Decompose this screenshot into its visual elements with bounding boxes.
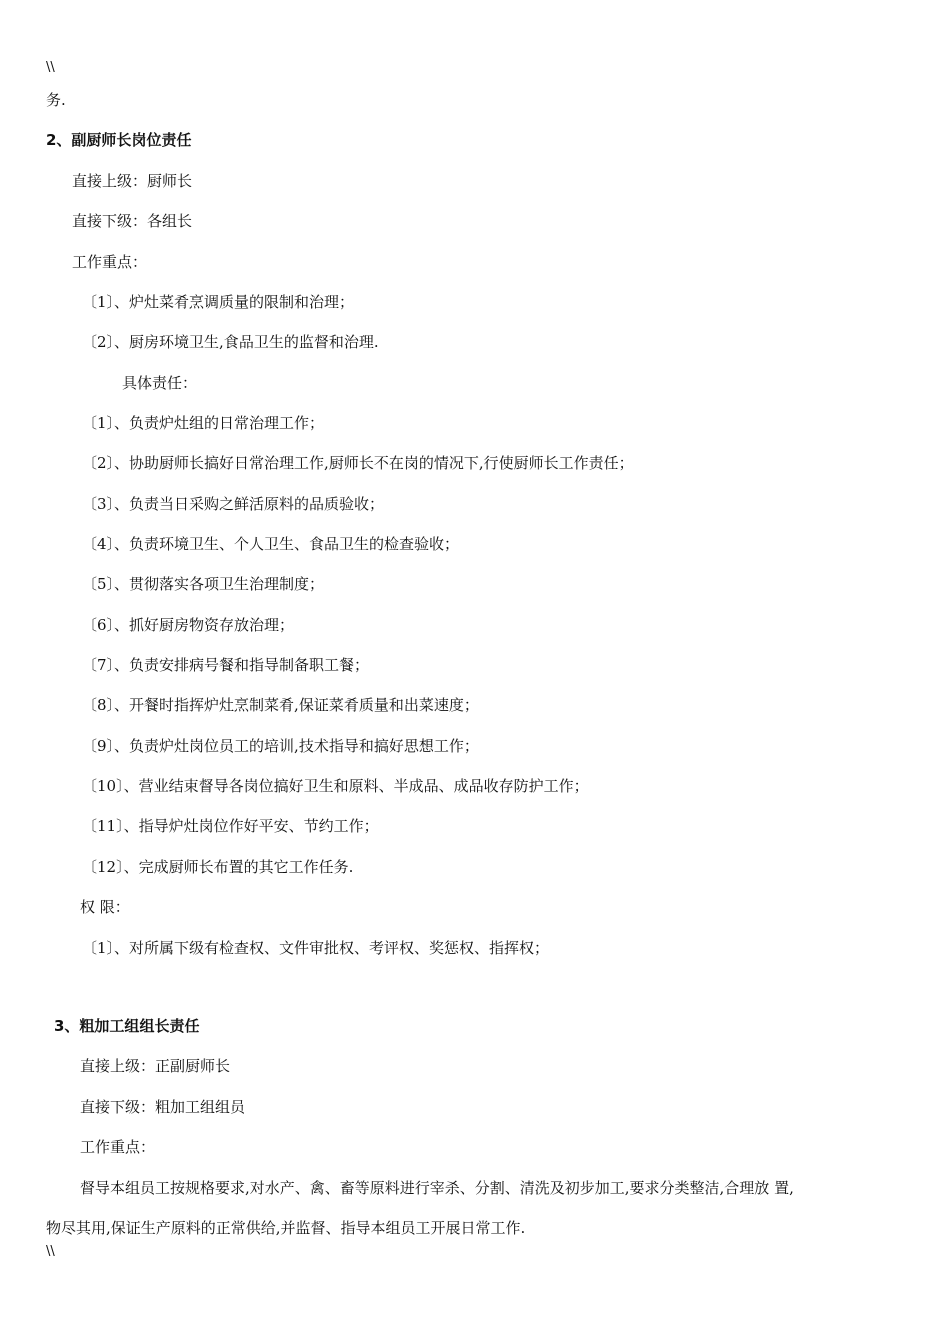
section-2-focus-item: 〔1〕、炉灶菜肴烹调质量的限制和治理； [82, 293, 355, 311]
section-3-paragraph-line-1: 督导本组员工按规格要求,对水产、禽、畜等原料进行宰杀、分割、清洗及初步加工,要求分类整洁,合理放 置, [80, 1179, 794, 1197]
section-2-duty-item: 〔4〕、负责环境卫生、个人卫生、食品卫生的检查验收； [82, 535, 460, 553]
section-2-authority-item: 〔1〕、对所属下级有检查权、文件审批权、考评权、奖惩权、指挥权； [82, 939, 550, 957]
page-mark-top: \\ [46, 60, 55, 75]
continuation-text: 务. [46, 91, 66, 109]
section-2-duty-item: 〔2〕、协助厨师长搞好日常治理工作,厨师长不在岗的情况下,行使厨师长工作责任； [82, 454, 634, 472]
section-2-focus-label: 工作重点： [72, 253, 148, 271]
section-2-superior: 直接上级：厨师长 [72, 172, 193, 190]
section-2-duty-item: 〔12〕、完成厨师长布置的其它工作任务. [82, 858, 354, 876]
section-2-duty-item: 〔7〕、负责安排病号餐和指导制备职工餐； [82, 656, 370, 674]
section-2-duty-item: 〔9〕、负责炉灶岗位员工的培训,技术指导和搞好思想工作； [82, 737, 479, 755]
section-3-paragraph-line-2: 物尽其用,保证生产原料的正常供给,并监督、指导本组员工开展日常工作. [46, 1219, 526, 1237]
section-2-duty-item: 〔11〕、指导炉灶岗位作好平安、节约工作； [82, 817, 379, 835]
section-3-title: 3、粗加工组组长责任 [54, 1017, 200, 1035]
section-2-duty-item: 〔6〕、抓好厨房物资存放治理； [82, 616, 295, 634]
section-3-subordinate: 直接下级：粗加工组组员 [80, 1098, 246, 1116]
section-2-duty-item: 〔1〕、负责炉灶组的日常治理工作； [82, 414, 325, 432]
section-2-duty-item: 〔3〕、负责当日采购之鲜活原料的品质验收； [82, 495, 385, 513]
section-2-subordinate: 直接下级：各组长 [72, 212, 193, 230]
section-2-duties-label: 具体责任： [122, 374, 198, 392]
section-2-duty-item: 〔8〕、开餐时指挥炉灶烹制菜肴,保证菜肴质量和出菜速度； [82, 696, 479, 714]
section-2-duty-item: 〔10〕、营业结束督导各岗位搞好卫生和原料、半成品、成品收存防护工作； [82, 777, 589, 795]
section-2-title: 2、副厨师长岗位责任 [46, 131, 192, 149]
section-3-focus-label: 工作重点： [80, 1138, 156, 1156]
section-2-focus-item: 〔2〕、厨房环境卫生,食品卫生的监督和治理. [82, 333, 379, 351]
section-2-authority-label: 权 限： [80, 898, 130, 916]
page-mark-bottom: \\ [46, 1244, 55, 1259]
section-3-superior: 直接上级：正副厨师长 [80, 1057, 231, 1075]
section-2-duty-item: 〔5〕、贯彻落实各项卫生治理制度； [82, 575, 325, 593]
